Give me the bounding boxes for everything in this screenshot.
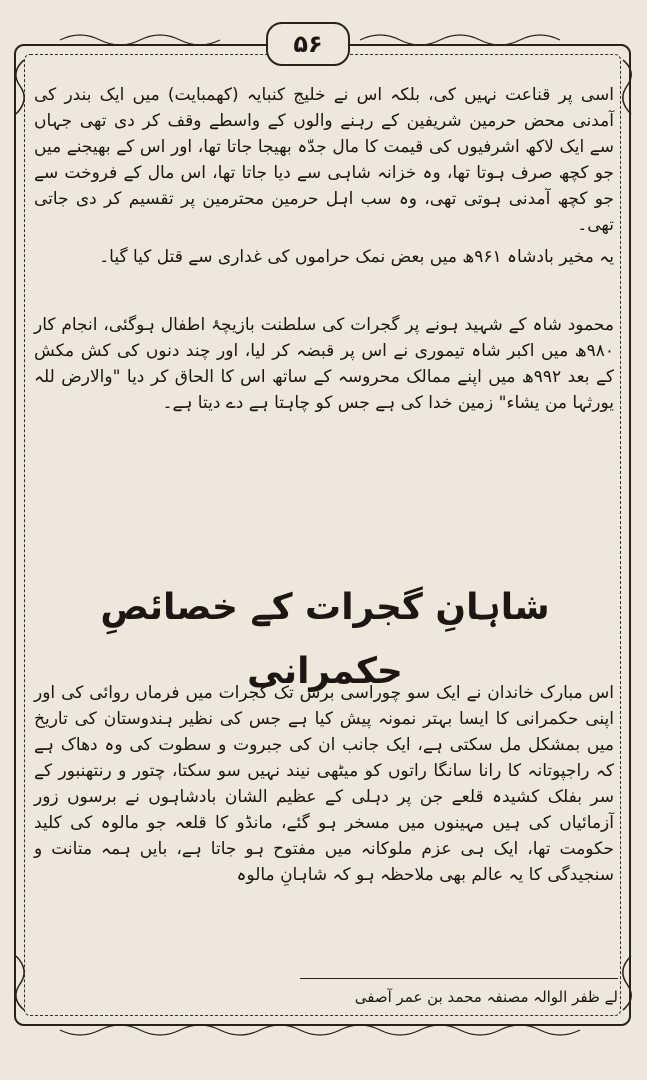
page-number: ۵۶ — [266, 22, 350, 66]
paragraph-3-text: اس مبارک خاندان نے ایک سو چوراسی برس تک گجرات میں فرماں روائی کی اور اپنی حکمرانی کا ایسا بہتر نمونہ پیش کیا ہے جس کی نظیر ہندوستان کی تاریخ میں بمشکل مل سکتی ہے، ایک جانب ان کی جبروت و سطوت کی وہ دھاک ہے کہ راجپوتانہ کا رانا سانگا راتوں کو میٹھی نیند نہیں سو سکتا، چتور و رنتھنبور کے سر بفلک کشیدہ قلعے جن پر دہلی کے عظیم الشان بادشاہوں نے برسوں زور آزمائیاں کی ہیں مہینوں میں مسخر ہو گئے، مانڈو کا قلعہ جو مالوہ کی کلید حکومت تھا، ایک ہی عزم ملوکانہ میں مفتوح ہو جاتا ہے، بایں ہمہ متانت و سنجیدگی کا یہ عالم بھی ملاحظہ ہو کہ شاہانِ مالوہ — [34, 683, 614, 885]
paragraph-1 — [34, 82, 614, 310]
footnote-divider — [300, 978, 618, 979]
paragraph-2-text: محمود شاہ کے شہید ہونے پر گجرات کی سلطنت بازیچۂ اطفال ہوگئی، انجام کار ۹۸۰ھ میں اکبر شاہ تیموری نے اس پر قبضہ کر لیا، اور چند دنوں کی کش مکش کے بعد ۹۹۲ھ میں اپنے ممالک محروسہ کے ساتھ اس کا الحاق کر دیا "والارض للہ یورثہا من یشاء" زمین خدا کی ہے جس کو چاہتا ہے دے دیتا ہے۔ — [34, 315, 614, 413]
section-heading: شاہانِ گجرات کے خصائصِ حکمرانی — [100, 587, 550, 692]
footnote: لے ظفر الوالہ مصنفہ محمد بن عمر آصفی — [354, 988, 618, 1006]
paragraph-2 — [34, 312, 614, 508]
paragraph-1-text: اسی پر قناعت نہیں کی، بلکہ اس نے خلیج کنبایہ (کھمبایت) میں ایک بندر کی آمدنی محض حرمین شریفین کے رہنے والوں کے واسطے وقف کر دی تھی جہاں سے ایک لاکھ اشرفیوں کی قیمت کا مال جدّہ بھیجا جاتا تھا، اور اس کے بھیجنے میں جو کچھ صرف ہوتا تھا، وہ خزانہ شاہی سے دیا جاتا تھا، اس مال کے فروخت سے جو کچھ آمدنی ہوتی تھی، وہ سب اہل حرمین محترمین پر تقسیم کر دی جاتی تھی۔ — [34, 85, 614, 235]
paragraph-3 — [34, 680, 614, 990]
paragraph-1-closing: یہ مخیر بادشاہ ۹۶۱ھ میں بعض نمک حراموں کی غداری سے قتل کیا گیا۔ — [99, 247, 614, 267]
